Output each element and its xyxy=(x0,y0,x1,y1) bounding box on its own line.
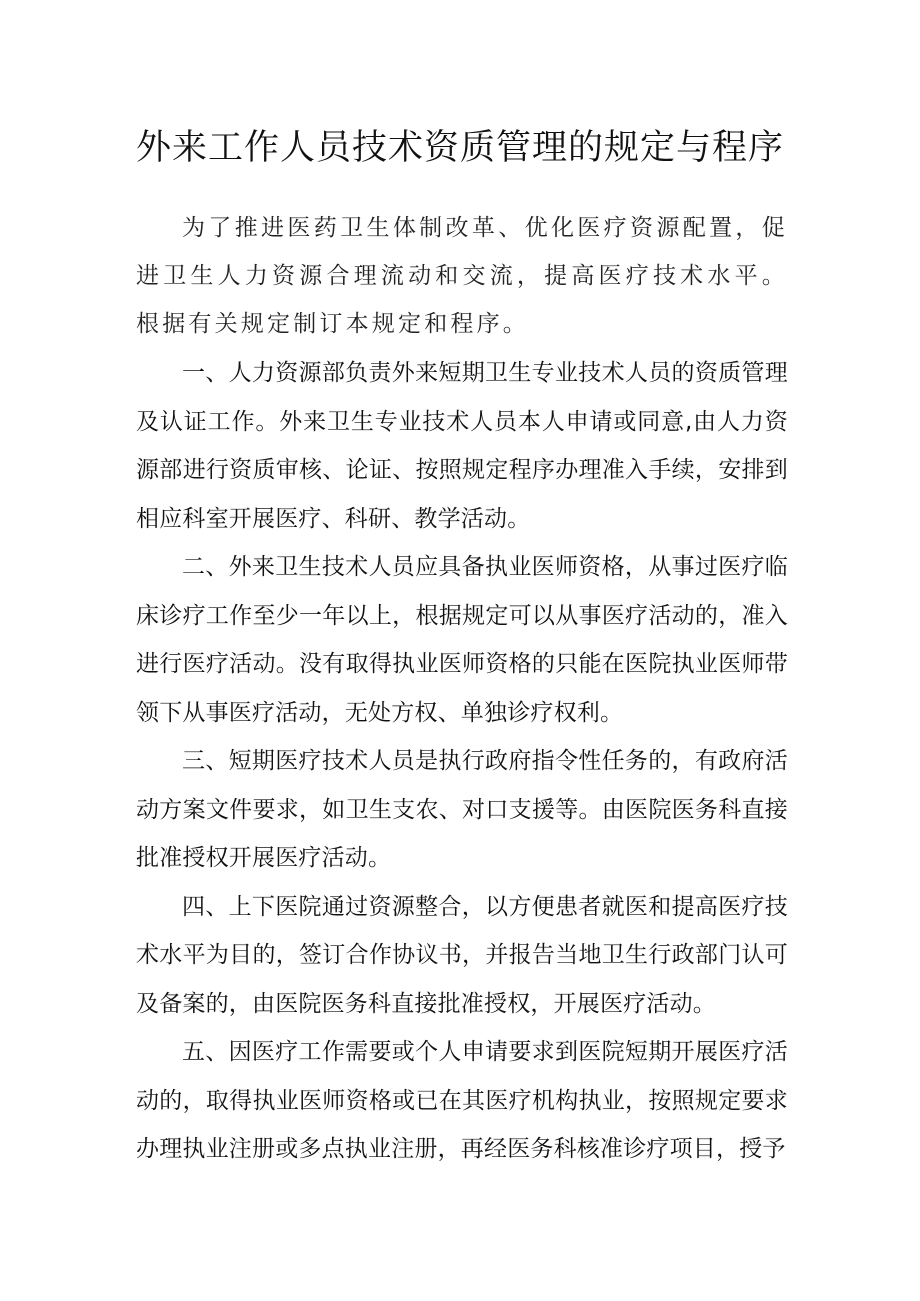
section-2-paragraph: 二、外来卫生技术人员应具备执业医师资格，从事过医疗临床诊疗工作至少一年以上，根据规定可以从事医疗活动的，准入进行医疗活动。没有取得执业医师资格的只能在医院执业医师带领下从事医疗活动，无处方权、单独诊疗权利。 xyxy=(136,554,788,726)
document-title: 外来工作人员技术资质管理的规定与程序 xyxy=(135,128,784,168)
section-3-paragraph: 三、短期医疗技术人员是执行政府指令性任务的，有政府活动方案文件要求，如卫生支农、对口支援等。由医院医务科直接批准授权开展医疗活动。 xyxy=(136,748,788,871)
intro-paragraph: 为了推进医药卫生体制改革、优化医疗资源配置，促进卫生人力资源合理流动和交流，提高医疗技术水平。根据有关规定制订本规定和程序。 xyxy=(136,215,788,337)
section-1-paragraph: 一、人力资源部负责外来短期卫生专业技术人员的资质管理及认证工作。外来卫生专业技术人员本人申请或同意,由人力资源部进行资质审核、论证、按照规定程序办理准入手续，安排到相应科室开展医疗、科研、教学活动。 xyxy=(136,360,788,532)
section-5-paragraph: 五、因医疗工作需要或个人申请要求到医院短期开展医疗活动的，取得执业医师资格或已在其医疗机构执业，按照规定要求办理执业注册或多点执业注册，再经医务科核准诊疗项目，授予 xyxy=(136,1039,788,1162)
section-4-paragraph: 四、上下医院通过资源整合，以方便患者就医和提高医疗技术水平为目的，签订合作协议书，并报告当地卫生行政部门认可及备案的，由医院医务科直接批准授权，开展医疗活动。 xyxy=(136,893,788,1017)
document-body xyxy=(136,204,788,1174)
